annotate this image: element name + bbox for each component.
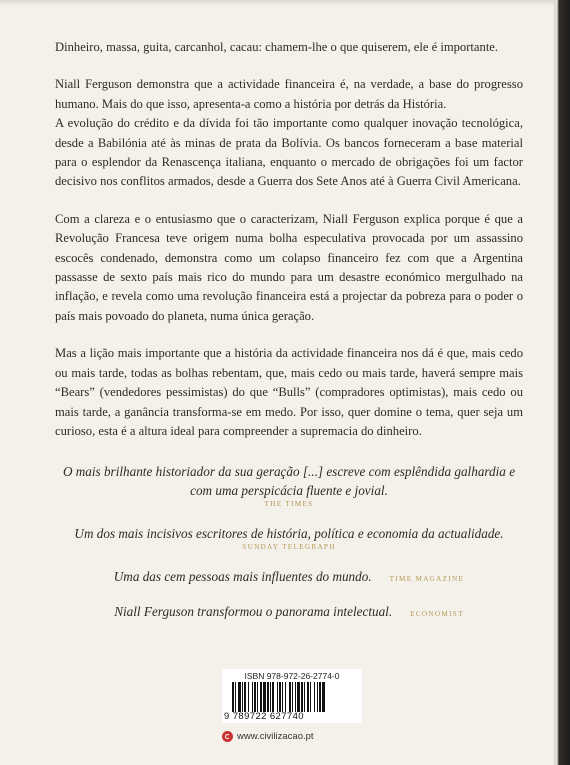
barcode-bar <box>292 682 293 712</box>
book-spine-edge <box>554 0 570 765</box>
quote-text: Niall Ferguson transformou o panorama intelectual. <box>114 604 393 619</box>
blurb-paragraph-3: A evolução do crédito e da dívida foi tão importante como qualquer inovação tecnológica, desde a Babilónia até às minas de prata da Bolívia. Os bancos forneceram a base material para o esplendor da Renascença italiana, enquanto o mercado de obrigações foi um factor decisivo nos conflitos armados, desde a Guerra dos Sete Anos até à Guerra Civil Americana. <box>55 116 523 189</box>
press-quote-3 <box>55 567 523 586</box>
publisher-footer <box>222 731 314 742</box>
barcode-bar <box>314 682 315 712</box>
barcode-bar <box>267 682 269 712</box>
quote-source: SUNDAY TELEGRAPH <box>242 543 336 551</box>
barcode-bar <box>232 682 234 712</box>
blurb-paragraph-4: Com a clareza e o entusiasmo que o caracterizam, Niall Ferguson explica porque é que a Revolução Francesa teve origem numa bolha especulativa provocada por um assassino escocês condenado, demonstra como um colapso financeiro fez com que a Argentina passasse de sexto país mais rico do mundo para um desastre económico mergulhado na inflação, e revela como uma revolução financeira está a projectar da pobreza para o poder o país mais povoado do planeta, numa única geração. <box>55 211 523 323</box>
blurb-paragraph-5: Mas a lição mais importante que a história da actividade financeira nos dá é que, mais cedo ou mais tarde, todas as bolhas rebentam, que, mais cedo ou mais tarde, haverá sempre mais “Bears” (vendedores pessimistas) do que “Bulls” (compradores optimistas), mais cedo ou mais tarde, a ganância transforma-se em medo. Por isso, quer domine o tema, quer seja um curioso, esta é a altura ideal para compreender a supremacia do dinheiro. <box>55 346 523 438</box>
barcode-bar <box>289 682 291 712</box>
quote-text: Um dos mais incisivos escritores de história, política e economia da actualidade. <box>74 526 504 541</box>
blurb-paragraph-1: Dinheiro, massa, guita, carcanhol, cacau: chamem-lhe o que quiserem, ele é importante. <box>55 40 499 54</box>
barcode-bar <box>319 682 321 712</box>
barcode-bar <box>244 682 246 712</box>
press-quote-1 <box>55 462 523 508</box>
publisher-logo-icon <box>222 731 233 742</box>
press-quote-2 <box>55 524 523 551</box>
barcode-bar <box>248 682 249 712</box>
barcode-bar <box>301 682 303 712</box>
barcode-bar <box>295 682 296 712</box>
quote-source: TIME MAGAZINE <box>389 575 465 583</box>
barcode-bar <box>310 682 311 712</box>
barcode-bar <box>242 682 243 712</box>
quote-text: O mais brilhante historiador da sua geração [...] escreve com esplêndida galhardia e com uma perspicácia fluente e jovial. <box>62 464 516 498</box>
barcode-bar <box>282 682 283 712</box>
blurb-paragraph-2: Niall Ferguson demonstra que a actividade financeira é, na verdade, a base do progresso humano. Mais do que isso, apresenta-a como a história por detrás da História. <box>55 77 523 111</box>
barcode-bar <box>317 682 318 712</box>
barcode-bar <box>254 682 256 712</box>
barcode-bar <box>235 682 236 712</box>
barcode-bar <box>257 682 258 712</box>
barcode-bar <box>279 682 281 712</box>
quote-source: ECONOMIST <box>410 610 464 618</box>
quote-text: Uma das cem pessoas mais influentes do mundo. <box>113 569 372 584</box>
barcode-bar <box>307 682 309 712</box>
isbn-barcode <box>222 669 362 723</box>
press-quotes <box>55 462 523 637</box>
barcode-bar <box>252 682 253 712</box>
barcode-bar <box>272 682 274 712</box>
barcode-bar <box>277 682 278 712</box>
barcode-bar <box>297 682 300 712</box>
barcode-bar <box>285 682 286 712</box>
barcode-bar <box>238 682 241 712</box>
quote-source: THE TIMES <box>264 500 314 508</box>
back-cover-blurb <box>55 38 523 459</box>
barcode-bar <box>270 682 271 712</box>
barcode-number: 9 789722 627740 <box>224 711 304 722</box>
publisher-url[interactable]: www.civilizacao.pt <box>237 731 314 742</box>
barcode-bar <box>263 682 266 712</box>
press-quote-4 <box>55 602 523 621</box>
barcode-bars <box>232 682 354 712</box>
isbn-label: ISBN 978-972-26-2774-0 <box>244 671 340 681</box>
barcode-bar <box>322 682 325 712</box>
barcode-bar <box>304 682 305 712</box>
page-top-shadow <box>0 0 554 6</box>
barcode-bar <box>260 682 262 712</box>
